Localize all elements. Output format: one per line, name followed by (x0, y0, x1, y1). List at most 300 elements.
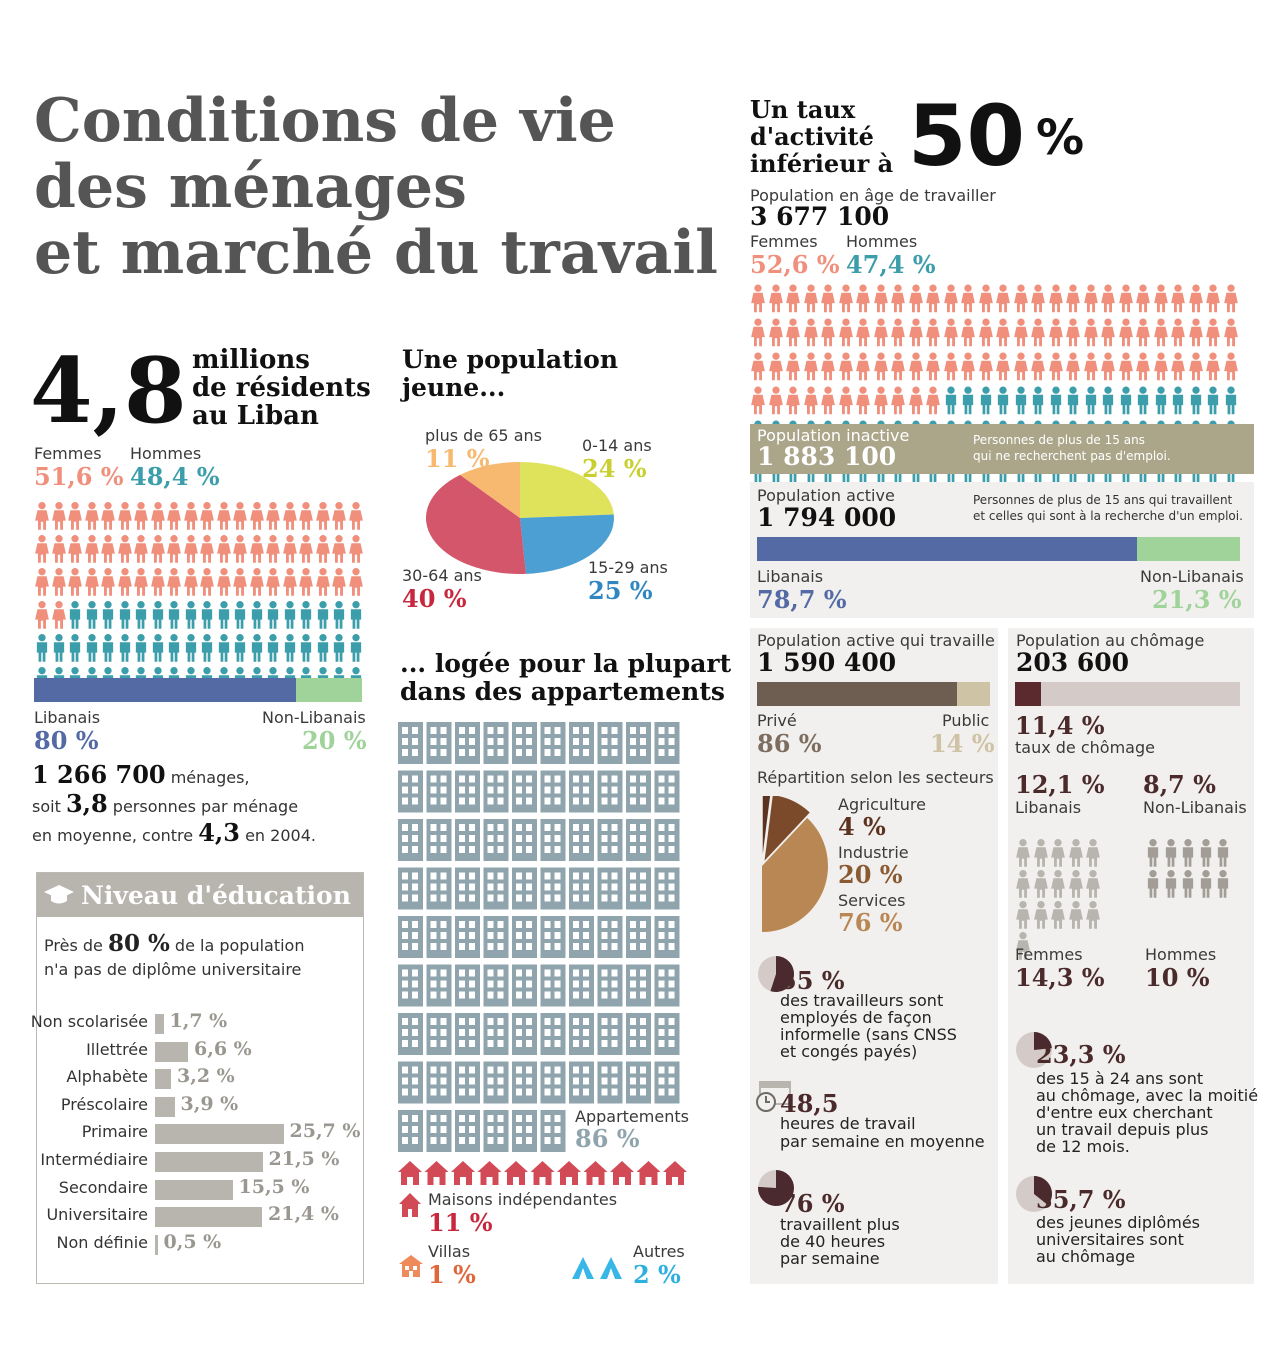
edu-value: 6,6 % (194, 1037, 252, 1060)
graduates-pct: 35,7 % (1036, 1185, 1126, 1214)
woman-icon (216, 533, 232, 565)
over40-pct: 76 % (780, 1189, 845, 1218)
residents-leb-label: Libanais (34, 708, 101, 727)
villas-pct: 1 % (428, 1260, 476, 1289)
unemployed-value: 203 600 (1016, 648, 1130, 677)
building-icon (455, 819, 480, 861)
building-icon (655, 916, 680, 958)
man-icon (1223, 384, 1239, 417)
woman-icon (1085, 869, 1101, 899)
woman-icon (249, 533, 265, 565)
woman-icon (943, 282, 959, 315)
woman-icon (331, 500, 347, 532)
building-icon (541, 868, 566, 910)
persons-txt: personnes par ménage (112, 797, 299, 816)
age-15-29-pct: 25 % (588, 576, 653, 605)
building-icon (626, 1013, 651, 1055)
building-icon (455, 965, 480, 1007)
housing-title-2: dans des appartements (400, 677, 725, 706)
edu-value: 0,5 % (163, 1230, 222, 1253)
building-icon (484, 1013, 509, 1055)
building-icon (455, 771, 480, 813)
active-leb-pct: 78,7 % (757, 585, 847, 614)
woman-icon (1048, 350, 1064, 383)
woman-icon (100, 566, 116, 598)
woman-icon (1100, 350, 1116, 383)
over40-text-1: travaillent plus (780, 1215, 900, 1234)
man-icon (133, 632, 149, 664)
education-intro-value: 80 % (107, 930, 170, 957)
woman-icon (166, 533, 182, 565)
woman-icon (1083, 282, 1099, 315)
residents-leb-pct: 80 % (34, 726, 99, 755)
building-icon (398, 965, 423, 1007)
edu-value: 15,5 % (238, 1175, 310, 1198)
woman-icon (1015, 838, 1031, 868)
persons-2004: 4,3 (198, 818, 240, 847)
woman-icon (768, 384, 784, 417)
residents-men-pct: 48,4 % (130, 462, 220, 491)
working-label: Population active qui travaille (757, 631, 995, 650)
woman-icon (1118, 316, 1134, 349)
man-icon (265, 632, 281, 664)
woman-icon (331, 566, 347, 598)
woman-icon (100, 533, 116, 565)
public-label: Public (942, 711, 990, 730)
building-icon (541, 1110, 566, 1152)
woman-icon (960, 316, 976, 349)
building-icon (655, 722, 680, 764)
man-icon (67, 632, 83, 664)
woman-icon (890, 316, 906, 349)
woman-icon (1100, 316, 1116, 349)
edu-value: 3,9 % (180, 1092, 239, 1115)
unemp-women-pct: 14,3 % (1015, 963, 1105, 992)
woman-icon (1083, 350, 1099, 383)
building-icon (626, 771, 651, 813)
house-icon (557, 1161, 581, 1185)
building-icon (626, 916, 651, 958)
edu-label: Préscolaire (60, 1094, 148, 1114)
sectors-title: Répartition selon les secteurs (757, 768, 994, 787)
man-icon (282, 599, 298, 631)
building-icon (484, 722, 509, 764)
woman-icon (995, 282, 1011, 315)
man-icon (1188, 384, 1204, 417)
woman-icon (873, 384, 889, 417)
residents-women-label: Femmes (34, 444, 102, 463)
youth-text (1036, 1070, 1258, 1155)
building-icon (484, 819, 509, 861)
page-title (34, 88, 718, 286)
edu-bar (155, 1097, 175, 1117)
activity-men-label: Hommes (846, 232, 918, 251)
woman-icon (1083, 316, 1099, 349)
building-icon (541, 722, 566, 764)
woman-icon (1135, 316, 1151, 349)
man-icon (282, 632, 298, 664)
man-icon (117, 632, 133, 664)
building-icon (655, 819, 680, 861)
woman-icon (855, 350, 871, 383)
edu-bar (155, 1069, 171, 1089)
woman-icon (183, 500, 199, 532)
residents-lebanese-fill (34, 678, 296, 702)
woman-icon (216, 500, 232, 532)
woman-icon (978, 350, 994, 383)
man-icon (150, 632, 166, 664)
woman-icon (265, 533, 281, 565)
woman-icon (1205, 282, 1221, 315)
sector-pie-chart (752, 796, 836, 936)
residents-nationality-bar (34, 678, 362, 702)
woman-icon (216, 566, 232, 598)
households-moyenne-txt: en moyenne, contre (32, 826, 194, 845)
edu-label: Primaire (81, 1122, 148, 1142)
woman-icon (943, 316, 959, 349)
woman-icon (199, 566, 215, 598)
building-icon (598, 819, 623, 861)
residents-people-pictogram (34, 500, 364, 698)
woman-icon (1153, 316, 1169, 349)
edu-bar (155, 1207, 262, 1227)
woman-icon (855, 282, 871, 315)
villa-icon (398, 1254, 424, 1278)
age-65-pct: 11 % (425, 444, 490, 473)
unemployment-fill (1015, 682, 1041, 706)
woman-icon (1050, 838, 1066, 868)
age-0-14-pct: 24 % (582, 454, 647, 483)
building-icon (484, 771, 509, 813)
woman-icon (34, 533, 50, 565)
woman-icon (34, 599, 50, 631)
agri-pct: 4 % (838, 812, 886, 841)
households-txt: ménages, (170, 768, 250, 787)
building-icon (541, 916, 566, 958)
edu-label: Illettrée (86, 1039, 148, 1059)
building-icon (427, 722, 452, 764)
residents-nonleb-pct: 20 % (302, 726, 367, 755)
private-pct: 86 % (757, 729, 822, 758)
house-icon (584, 1161, 608, 1185)
woman-icon (117, 566, 133, 598)
woman-icon (1188, 316, 1204, 349)
man-icon (232, 599, 248, 631)
woman-icon (1068, 838, 1084, 868)
others-label: Autres (633, 1242, 685, 1261)
woman-icon (855, 384, 871, 417)
activity-heading-1: Un taux (750, 95, 856, 124)
woman-icon (1013, 282, 1029, 315)
woman-icon (820, 282, 836, 315)
woman-icon (1015, 900, 1031, 930)
tent-icon (570, 1254, 626, 1280)
man-icon (166, 599, 182, 631)
residents-label-1: millions (192, 345, 310, 375)
edu-bar (155, 1152, 263, 1172)
building-icon (541, 819, 566, 861)
woman-icon (84, 533, 100, 565)
title-line-2: des ménages (34, 152, 467, 222)
man-icon (348, 632, 364, 664)
serv-label: Services (838, 891, 906, 910)
active-leb-label: Libanais (757, 567, 824, 586)
woman-icon (298, 500, 314, 532)
woman-icon (1223, 350, 1239, 383)
edu-bar (155, 1235, 158, 1255)
apartments-label: Appartements (575, 1107, 689, 1126)
man-icon (1013, 384, 1029, 417)
man-icon (1215, 869, 1231, 899)
building-icon (512, 819, 537, 861)
woman-icon (768, 316, 784, 349)
house-icon (478, 1161, 502, 1185)
house-icon (398, 1161, 422, 1185)
woman-icon (1205, 316, 1221, 349)
man-icon (315, 599, 331, 631)
woman-icon (1013, 316, 1029, 349)
unemp-nonleb-label: Non-Libanais (1143, 798, 1247, 817)
woman-icon (890, 384, 906, 417)
unemployed-men-pictogram (1145, 838, 1235, 900)
building-icon (655, 771, 680, 813)
hours-text (780, 1115, 985, 1151)
building-icon (626, 965, 651, 1007)
woman-icon (873, 350, 889, 383)
woman-icon (315, 566, 331, 598)
man-icon (84, 599, 100, 631)
unemp-women-label: Femmes (1015, 945, 1083, 964)
graduates-text-2: universitaires sont (1036, 1230, 1184, 1249)
woman-icon (803, 282, 819, 315)
edu-label: Universitaire (46, 1205, 148, 1225)
woman-icon (51, 566, 67, 598)
woman-icon (1135, 282, 1151, 315)
woman-icon (820, 350, 836, 383)
agri-label: Agriculture (838, 795, 926, 814)
informal-pct: 55 % (780, 966, 845, 995)
building-icon (626, 722, 651, 764)
woman-icon (803, 350, 819, 383)
house-icon (531, 1161, 555, 1185)
building-icon (569, 916, 594, 958)
woman-icon (995, 316, 1011, 349)
active-label: Population active (757, 486, 895, 505)
graduates-text (1036, 1214, 1200, 1265)
man-icon (1180, 838, 1196, 868)
unemp-leb-label: Libanais (1015, 798, 1082, 817)
man-icon (100, 599, 116, 631)
woman-icon (282, 500, 298, 532)
woman-icon (908, 384, 924, 417)
young-title (402, 346, 618, 402)
ind-pct: 20 % (838, 860, 903, 889)
man-icon (249, 632, 265, 664)
woman-icon (282, 566, 298, 598)
house-icon (663, 1161, 687, 1185)
woman-icon (890, 282, 906, 315)
residents-label-2: de résidents (192, 373, 371, 403)
education-header (37, 873, 363, 917)
woman-icon (298, 533, 314, 565)
building-icon (569, 771, 594, 813)
man-icon (995, 384, 1011, 417)
graduation-cap-icon (43, 883, 75, 907)
man-icon (348, 599, 364, 631)
man-icon (1215, 838, 1231, 868)
unemp-leb-pct: 12,1 % (1015, 770, 1105, 799)
building-icon (484, 1062, 509, 1104)
man-icon (216, 632, 232, 664)
building-icon (455, 1013, 480, 1055)
active-desc (973, 492, 1243, 524)
over40-text-3: par semaine (780, 1249, 880, 1268)
woman-icon (750, 316, 766, 349)
households-year: en 2004. (245, 826, 316, 845)
man-icon (249, 599, 265, 631)
active-lebanese-fill (757, 537, 1137, 561)
informal-text-2: employés de façon (780, 1008, 932, 1027)
man-icon (1198, 869, 1214, 899)
building-icon (427, 1062, 452, 1104)
man-icon (100, 632, 116, 664)
age-65-label: plus de 65 ans (425, 426, 542, 445)
woman-icon (51, 533, 67, 565)
unemployed-women-pictogram (1015, 838, 1105, 962)
woman-icon (750, 282, 766, 315)
building-icon (398, 916, 423, 958)
inactive-value: 1 883 100 (757, 442, 897, 471)
building-icon (541, 1062, 566, 1104)
woman-icon (873, 282, 889, 315)
edu-label: Secondaire (58, 1177, 148, 1197)
housing-title-1: ... logée pour la plupart (400, 649, 732, 678)
active-nonleb-pct: 21,3 % (1152, 585, 1242, 614)
apartments-pictogram (398, 722, 688, 1156)
woman-icon (1118, 282, 1134, 315)
woman-icon (67, 500, 83, 532)
building-icon (398, 1013, 423, 1055)
woman-icon (51, 599, 67, 631)
informal-text (780, 992, 957, 1060)
graduates-text-3: au chômage (1036, 1247, 1136, 1266)
woman-icon (995, 350, 1011, 383)
building-icon (512, 1062, 537, 1104)
residents-label-3: au Liban (192, 401, 319, 431)
woman-icon (1068, 900, 1084, 930)
youth-pct: 23,3 % (1036, 1040, 1126, 1069)
edu-bar (155, 1124, 284, 1144)
households-count: 1 266 700 (32, 760, 166, 789)
woman-icon (199, 533, 215, 565)
woman-icon (265, 566, 281, 598)
youth-text-5: de 12 mois. (1036, 1137, 1130, 1156)
building-icon (512, 1110, 537, 1152)
woman-icon (1170, 316, 1186, 349)
man-icon (199, 632, 215, 664)
woman-icon (1118, 350, 1134, 383)
residents-label (192, 346, 371, 430)
man-icon (34, 632, 50, 664)
woman-icon (1223, 282, 1239, 315)
woman-icon (249, 566, 265, 598)
work-age-value: 3 677 100 (750, 202, 890, 231)
education-intro-2: de la population (174, 936, 305, 955)
building-icon (427, 916, 452, 958)
youth-text-1: des 15 à 24 ans sont (1036, 1069, 1204, 1088)
woman-icon (1135, 350, 1151, 383)
man-icon (67, 599, 83, 631)
woman-icon (232, 566, 248, 598)
edu-label: Non scolarisée (30, 1012, 148, 1031)
woman-icon (232, 533, 248, 565)
man-icon (133, 599, 149, 631)
woman-icon (890, 350, 906, 383)
activity-big-number: 50 (908, 87, 1025, 185)
edu-bar (155, 1180, 233, 1200)
building-icon (455, 1062, 480, 1104)
man-icon (232, 632, 248, 664)
youth-text-3: d'entre eux cherchant (1036, 1103, 1213, 1122)
woman-icon (785, 282, 801, 315)
woman-icon (1170, 282, 1186, 315)
persons-per-household: 3,8 (65, 789, 108, 818)
building-icon (484, 868, 509, 910)
man-icon (183, 632, 199, 664)
building-icon (398, 771, 423, 813)
man-icon (978, 384, 994, 417)
woman-icon (1153, 282, 1169, 315)
private-label: Privé (757, 711, 797, 730)
woman-icon (925, 282, 941, 315)
age-0-14-label: 0-14 ans (582, 436, 652, 455)
woman-icon (249, 500, 265, 532)
edu-bar (155, 1042, 188, 1062)
education-intro (44, 932, 304, 982)
hours-text-1: heures de travail (780, 1114, 916, 1133)
woman-icon (1048, 282, 1064, 315)
graduates-text-1: des jeunes diplômés (1036, 1213, 1201, 1232)
woman-icon (315, 533, 331, 565)
active-desc-1: Personnes de plus de 15 ans qui travaillent (973, 493, 1233, 507)
man-icon (1100, 384, 1116, 417)
woman-icon (1065, 350, 1081, 383)
man-icon (960, 384, 976, 417)
unemployment-bar (1015, 682, 1240, 706)
building-icon (427, 1110, 452, 1152)
man-icon (84, 632, 100, 664)
woman-icon (166, 500, 182, 532)
building-icon (569, 1013, 594, 1055)
man-icon (331, 599, 347, 631)
woman-icon (1068, 869, 1084, 899)
man-icon (117, 599, 133, 631)
woman-icon (183, 566, 199, 598)
building-icon (598, 1062, 623, 1104)
ind-label: Industrie (838, 843, 909, 862)
over40-text (780, 1216, 900, 1267)
woman-icon (133, 500, 149, 532)
woman-icon (820, 316, 836, 349)
residents-women-pct: 51,6 % (34, 462, 124, 491)
man-icon (1118, 384, 1134, 417)
man-icon (166, 632, 182, 664)
building-icon (398, 819, 423, 861)
building-icon (398, 868, 423, 910)
building-icon (655, 1062, 680, 1104)
others-pct: 2 % (633, 1260, 681, 1289)
woman-icon (838, 384, 854, 417)
